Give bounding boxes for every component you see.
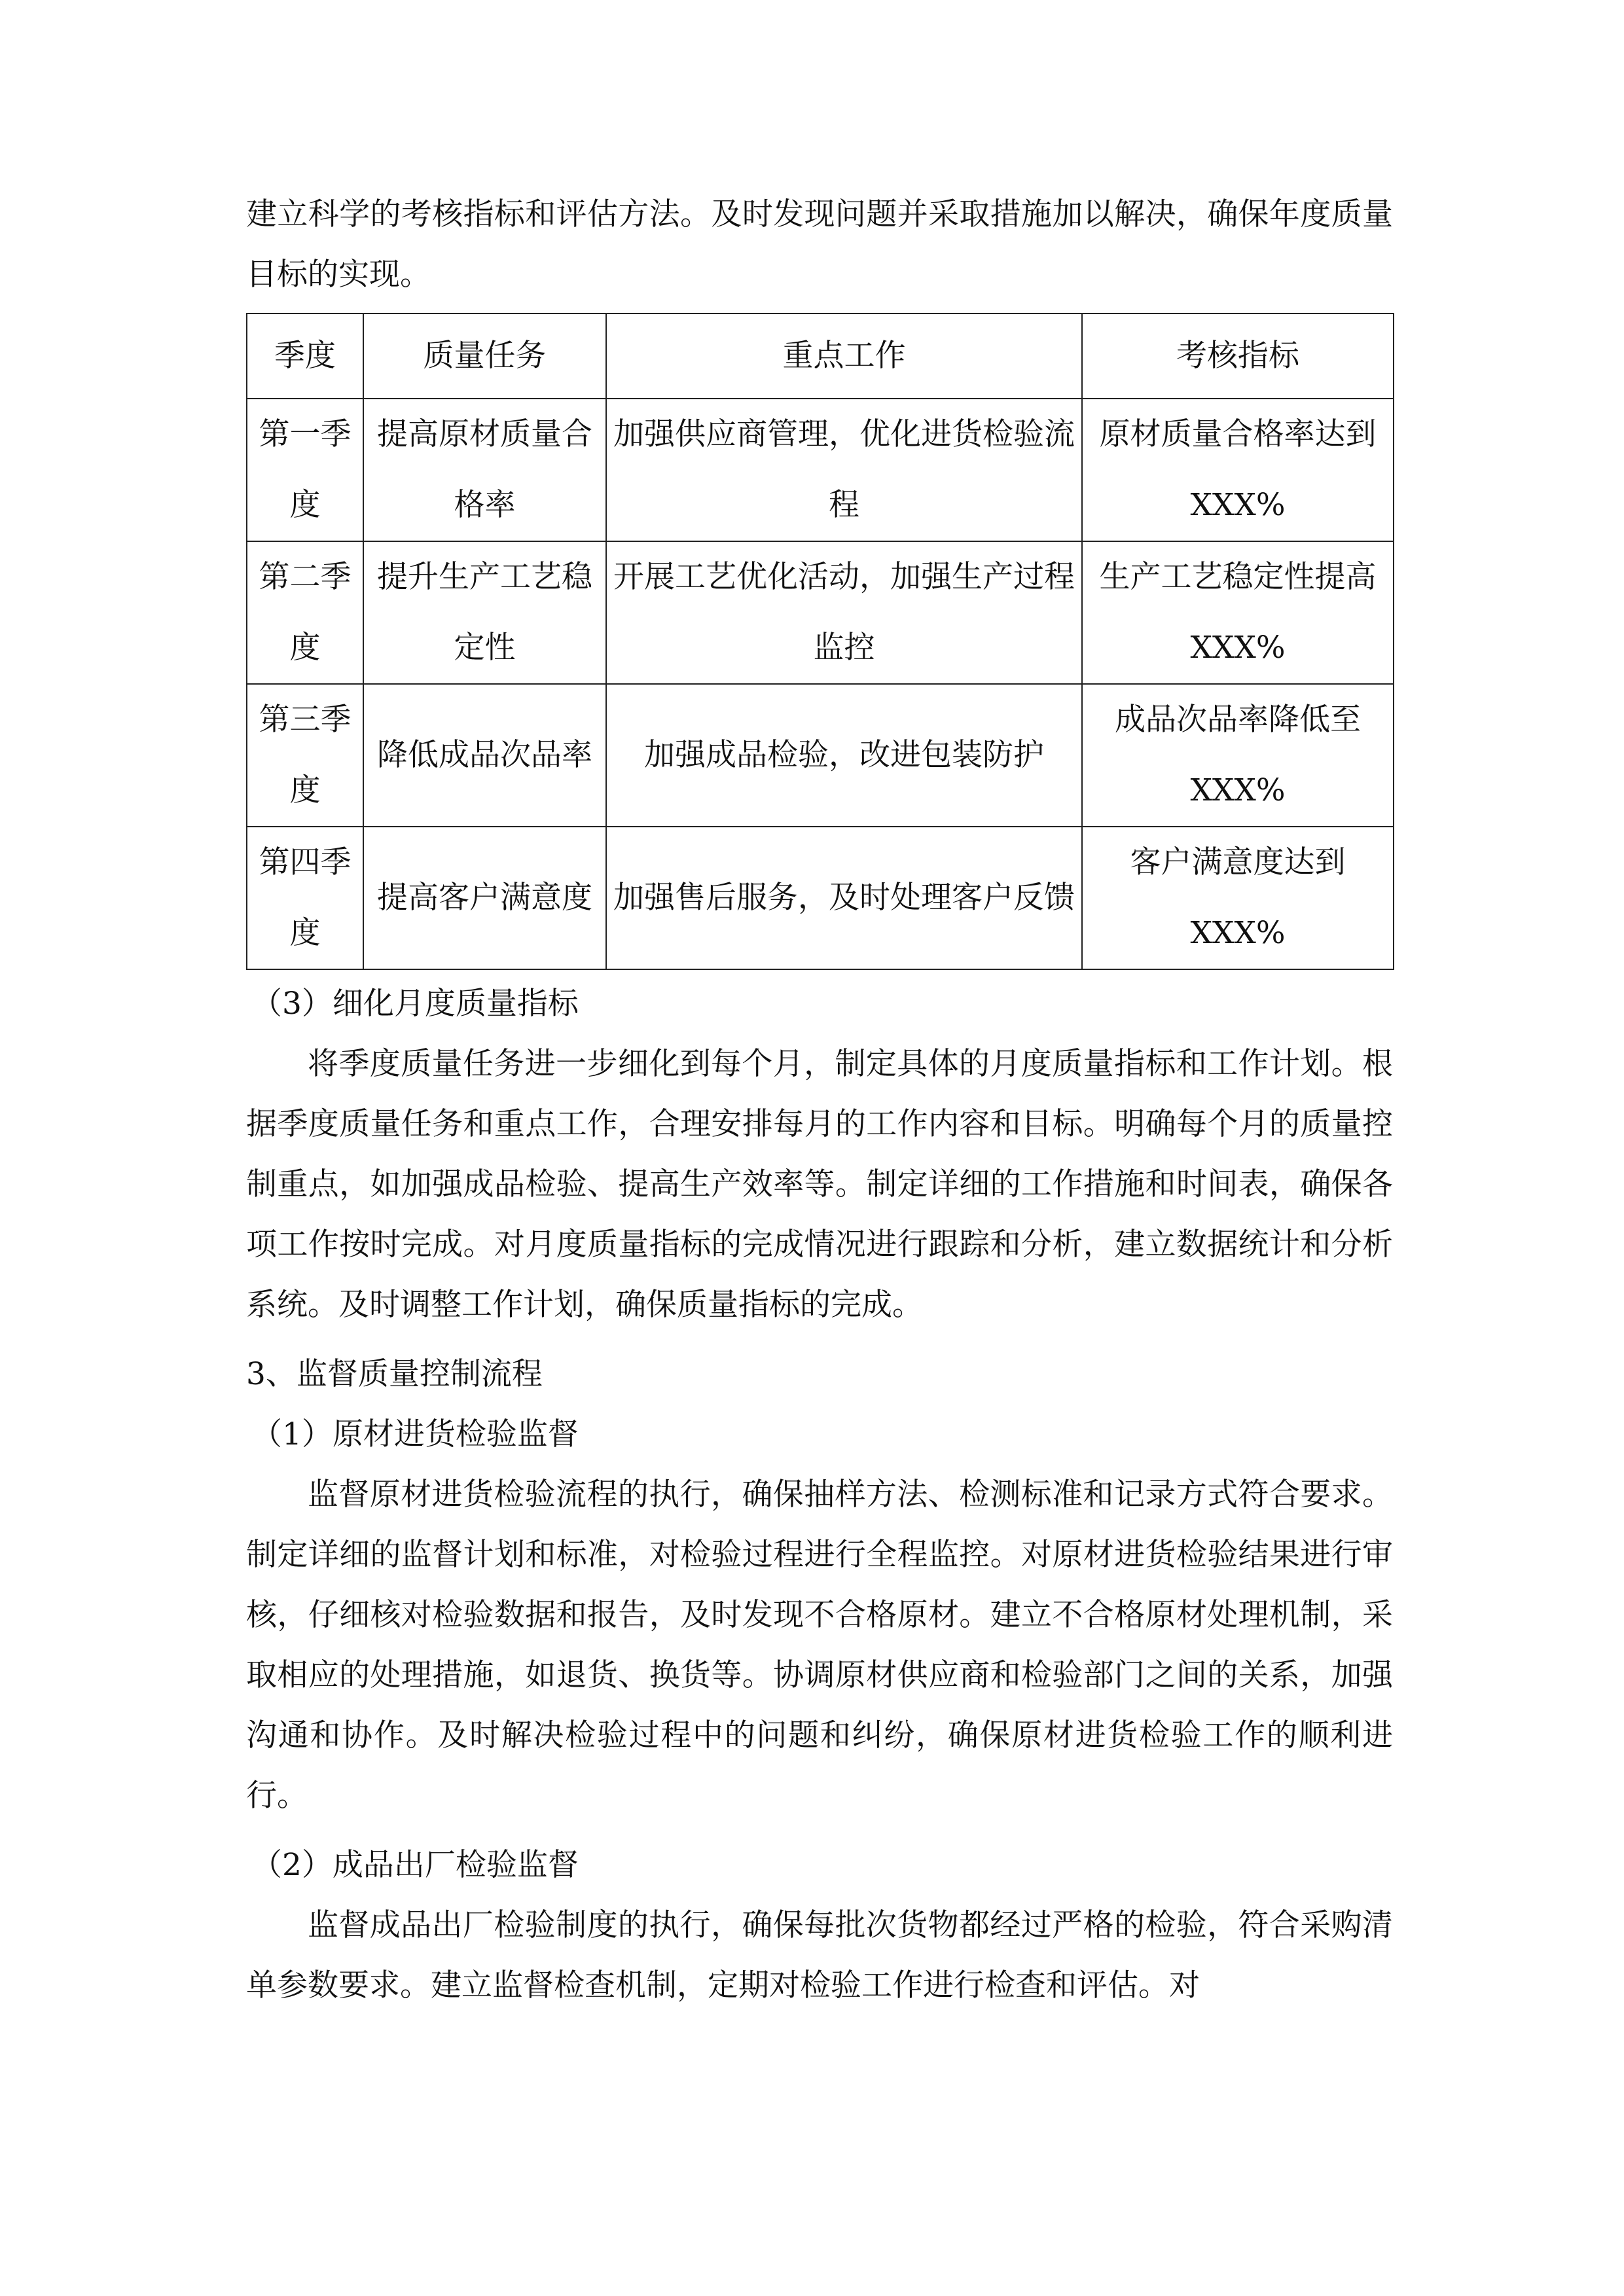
cell-quality-task xyxy=(363,684,606,827)
quarterly-quality-table xyxy=(246,313,1394,970)
table-row xyxy=(247,541,1394,684)
cell-key-work xyxy=(606,827,1082,969)
cell-text: 第三季度 xyxy=(259,702,352,808)
table-row xyxy=(247,684,1394,827)
cell-quarter xyxy=(247,399,363,541)
cell-text: 加强供应商管理，优化进货检验流程 xyxy=(613,416,1075,523)
cell-text: 第二季度 xyxy=(259,559,352,666)
cell-quarter xyxy=(247,684,363,827)
header-quarter: 季度 xyxy=(247,314,363,399)
monthly-indicators-paragraph: 将季度质量任务进一步细化到每个月，制定具体的月度质量指标和工作计划。根据季度质量任务和重点工作，合理安排每月的工作内容和目标。明确每个月的质量控制重点，如加强成品检验、提高生产效率等。制定详细的工作措施和时间表，确保各项工作按时完成。对月度质量指标的完成情况进行跟踪和分析，建立数据统计和分析系统。及时调整工作计划，确保质量指标的完成。 xyxy=(246,1046,1393,1323)
cell-assessment-indicator xyxy=(1082,541,1394,684)
subsection-heading-monthly-indicators: （3）细化月度质量指标 xyxy=(251,986,579,1022)
cell-text: 原材质量合格率达到XXX% xyxy=(1099,416,1377,523)
cell-quality-task xyxy=(363,827,606,969)
cell-quarter xyxy=(247,827,363,969)
spacer xyxy=(246,1335,1393,1344)
cell-text: 开展工艺优化活动，加强生产过程监控 xyxy=(613,559,1075,666)
header-quality-task: 质量任务 xyxy=(363,314,606,399)
subsection-heading-finished-product-inspection: （2）成品出厂检验监督 xyxy=(251,1847,579,1883)
cell-text: 降低成品次品率 xyxy=(377,737,592,773)
cell-key-work xyxy=(606,541,1082,684)
header-assessment-indicator: 考核指标 xyxy=(1082,314,1394,399)
subsection-heading-raw-material-inspection: （1）原材进货检验监督 xyxy=(251,1416,579,1452)
page-content xyxy=(246,185,1393,2016)
table-header-row xyxy=(247,314,1394,399)
cell-assessment-indicator xyxy=(1082,399,1394,541)
table-row xyxy=(247,827,1394,969)
cell-quality-task xyxy=(363,399,606,541)
cell-text: 提高原材质量合格率 xyxy=(377,416,592,523)
cell-key-work xyxy=(606,399,1082,541)
cell-quarter xyxy=(247,541,363,684)
header-key-work: 重点工作 xyxy=(606,314,1082,399)
cell-text: 第四季度 xyxy=(259,844,352,951)
intro-paragraph: 建立科学的考核指标和评估方法。及时发现问题并采取措施加以解决，确保年度质量目标的实现。 xyxy=(246,196,1393,293)
cell-text: 加强售后服务，及时处理客户反馈 xyxy=(613,880,1075,916)
cell-assessment-indicator xyxy=(1082,827,1394,969)
cell-text: 加强成品检验，改进包装防护 xyxy=(644,737,1044,773)
cell-text: 提高客户满意度 xyxy=(377,880,592,916)
cell-text: 提升生产工艺稳定性 xyxy=(377,559,592,666)
cell-text: 成品次品率降低至XXX% xyxy=(1115,702,1361,808)
spacer xyxy=(246,1826,1393,1835)
raw-material-inspection-paragraph: 监督原材进货检验流程的执行，确保抽样方法、检测标准和记录方式符合要求。制定详细的监督计划和标准，对检验过程进行全程监控。对原材进货检验结果进行审核，仔细核对检验数据和报告，及时发现不合格原材。建立不合格原材处理机制，采取相应的处理措施，如退货、换货等。协调原材供应商和检验部门之间的关系，加强沟通和协作。及时解决检验过程中的问题和纠纷，确保原材进货检验工作的顺利进行。 xyxy=(246,1477,1393,1814)
cell-quality-task xyxy=(363,541,606,684)
cell-assessment-indicator xyxy=(1082,684,1394,827)
cell-text: 第一季度 xyxy=(259,416,352,523)
cell-text: 客户满意度达到XXX% xyxy=(1130,844,1346,951)
finished-product-inspection-paragraph: 监督成品出厂检验制度的执行，确保每批次货物都经过严格的检验，符合采购清单参数要求。建立监督检查机制，定期对检验工作进行检查和评估。对 xyxy=(246,1907,1393,2003)
section-heading-supervise-quality-control: 3、监督质量控制流程 xyxy=(246,1356,543,1392)
cell-text: 生产工艺稳定性提高XXX% xyxy=(1099,559,1377,666)
table-row xyxy=(247,399,1394,541)
cell-key-work xyxy=(606,684,1082,827)
